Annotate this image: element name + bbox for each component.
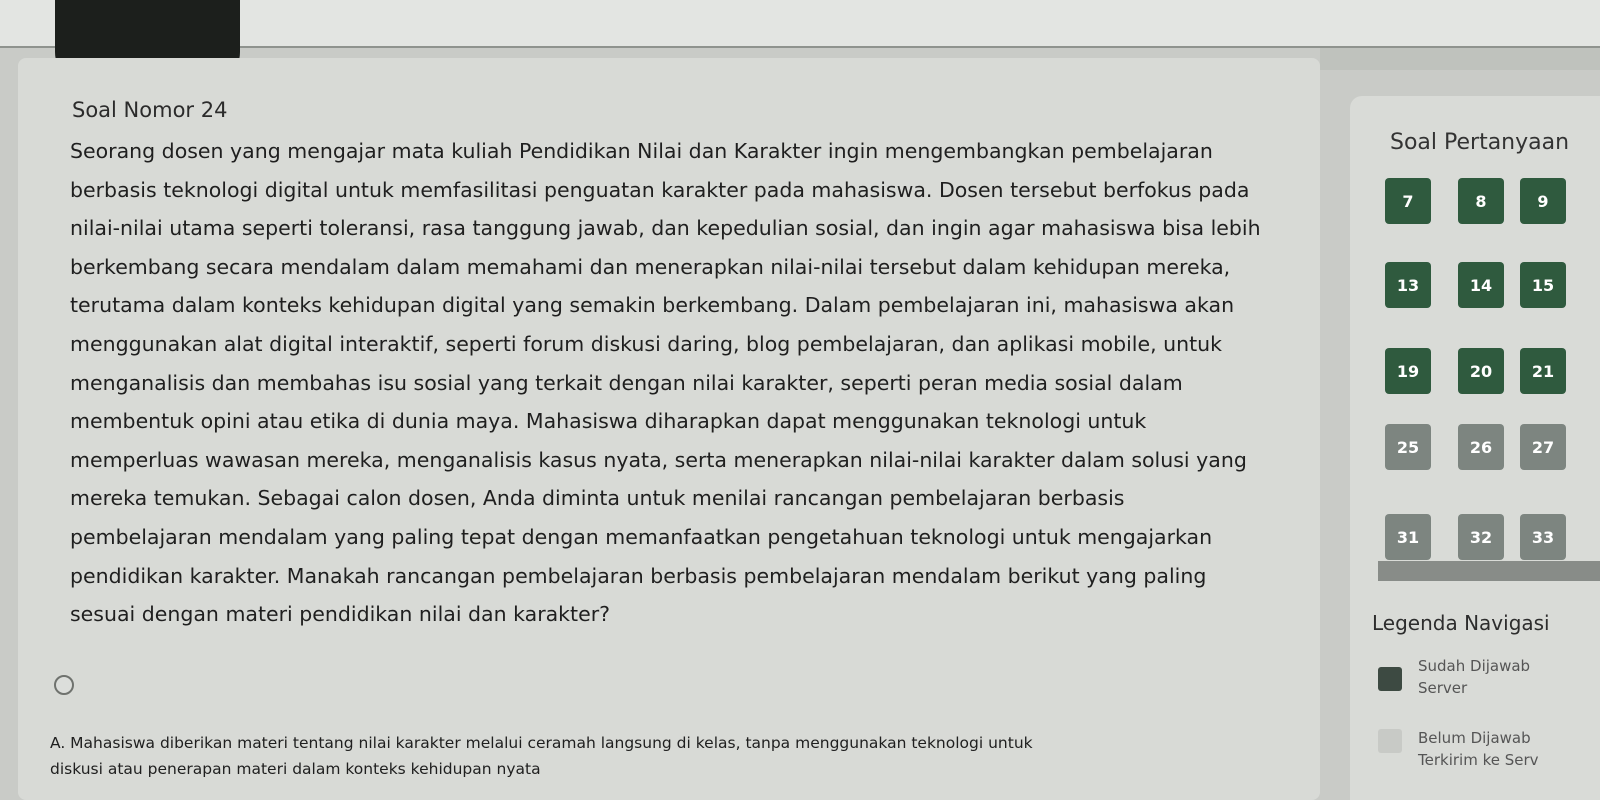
legend-unanswered-line2: Terkirim ke Serv: [1418, 751, 1539, 769]
question-nav-button-25[interactable]: 25: [1385, 424, 1431, 470]
question-nav-button-14[interactable]: 14: [1458, 262, 1504, 308]
legend-answered-line1: Sudah Dijawab: [1418, 657, 1531, 675]
option-a-radio[interactable]: [54, 675, 74, 695]
question-nav-button-32[interactable]: 32: [1458, 514, 1504, 560]
question-text: Seorang dosen yang mengajar mata kuliah Pendidikan Nilai dan Karakter ingin mengembangkan pembelajaran berbasis teknologi digital untuk memfasilitasi penguatan karakter pada mahasiswa. Dosen tersebut berfokus pada nilai-nilai utama seperti toleransi, rasa tanggung jawab, dan kepedulian sosial, dan ingin agar mahasiswa bisa lebih berkembang secara mendalam dalam memahami dan menerapkan nilai-nilai tersebut dalam kehidupan mereka, terutama dalam konteks kehidupan digital yang semakin berkembang. Dalam pembelajaran ini, mahasiswa akan menggunakan alat digital interaktif, seperti forum diskusi daring, blog pembelajaran, dan aplikasi mobile, untuk menganalisis dan membahas isu sosial yang terkait dengan nilai karakter, seperti peran media sosial dalam membentuk opini atau etika di dunia maya. Mahasiswa diharapkan dapat menggunakan teknologi untuk memperluas wawasan mereka, menganalisis kasus nyata, serta menerapkan nilai-nilai karakter dalam solusi yang mereka temukan. Sebagai calon dosen, Anda diminta untuk menilai rancangan pembelajaran berbasis pembelajaran mendalam yang paling tepat dengan memanfaatkan pengetahuan teknologi untuk mengajarkan pendidikan karakter. Manakah rancangan pembelajaran berbasis pembelajaran mendalam berikut yang paling sesuai dengan materi pendidikan nilai dan karakter?: [70, 139, 1261, 627]
legend-answered-swatch: [1378, 667, 1402, 691]
question-nav-button-31[interactable]: 31: [1385, 514, 1431, 560]
question-title: Soal Nomor 24: [72, 98, 228, 122]
question-nav-button-9[interactable]: 9: [1520, 178, 1566, 224]
question-nav-button-33[interactable]: 33: [1520, 514, 1566, 560]
question-nav-button-13[interactable]: 13: [1385, 262, 1431, 308]
navigation-panel-title: Soal Pertanyaan: [1390, 130, 1570, 155]
legend-title: Legenda Navigasi: [1372, 611, 1550, 635]
navigation-divider: [1378, 561, 1600, 581]
legend-unanswered-line1: Belum Dijawab: [1418, 729, 1531, 747]
question-nav-button-7[interactable]: 7: [1385, 178, 1431, 224]
question-nav-button-27[interactable]: 27: [1520, 424, 1566, 470]
top-bar: [0, 0, 1600, 48]
question-nav-button-8[interactable]: 8: [1458, 178, 1504, 224]
option-a-label[interactable]: A. Mahasiswa diberikan materi tentang nilai karakter melalui ceramah langsung di kelas, tanpa menggunakan teknologi untuk diskusi atau penerapan materi dalam konteks kehidupan nyata: [50, 734, 1033, 778]
question-nav-button-20[interactable]: 20: [1458, 348, 1504, 394]
side-panel-header-stripe: [1320, 48, 1600, 70]
legend-answered-line2: Server: [1418, 679, 1468, 697]
question-nav-button-19[interactable]: 19: [1385, 348, 1431, 394]
question-nav-button-15[interactable]: 15: [1520, 262, 1566, 308]
question-nav-button-21[interactable]: 21: [1520, 348, 1566, 394]
question-nav-button-26[interactable]: 26: [1458, 424, 1504, 470]
legend-unanswered-swatch: [1378, 729, 1402, 753]
